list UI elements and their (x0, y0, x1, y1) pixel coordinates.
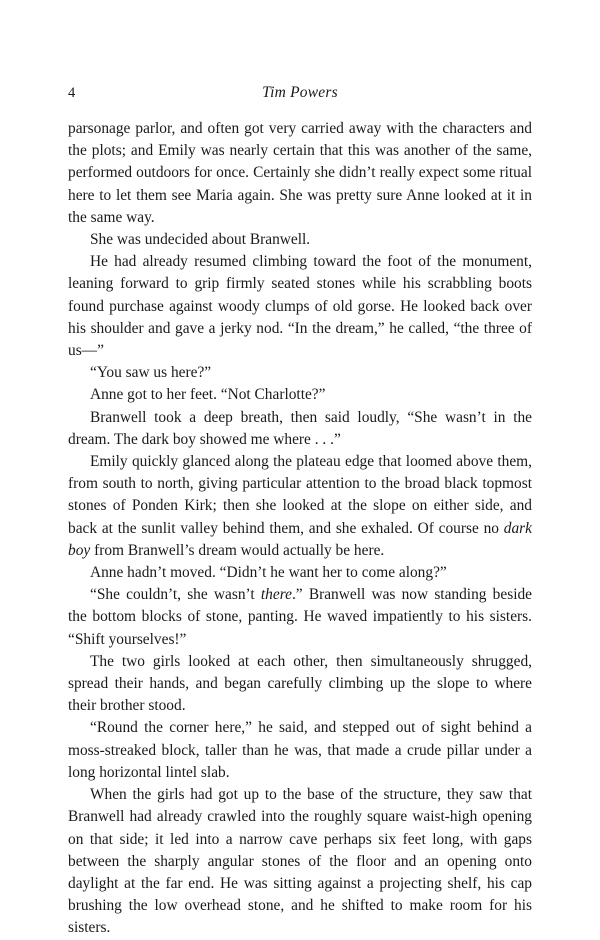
paragraph: “Round the corner here,” he said, and stepped out of sight behind a moss-streaked block, taller than he was, that made a crude pillar under a long horizontal lintel slab. (68, 719, 532, 781)
paragraph: He had already resumed climbing toward the foot of the monument, leaning forward to grip firmly seated stones while his scrabbling boots found purchase against woody clumps of old gorse. He looked back over his shoulder and gave a jerky nod. “In the dream,” he called, “the three of us—” (68, 253, 532, 360)
paragraph: Branwell took a deep breath, then said loudly, “She wasn’t in the dream. The dark boy showed me where . . .” (68, 408, 532, 448)
paragraph: Anne hadn’t moved. “Didn’t he want her to come along?” (90, 564, 447, 582)
paragraph: “You saw us here?” (90, 364, 212, 382)
paragraph: She was undecided about Branwell. (90, 231, 311, 249)
running-head (68, 84, 532, 104)
page-number: 4 (68, 85, 76, 101)
paragraph: “She couldn’t, she wasn’t there.” Branwell was now standing beside the bottom blocks of stone, panting. He waved impatiently to his sisters. “Shift yourselves!” (68, 586, 533, 648)
paragraph: Anne got to her feet. “Not Charlotte?” (90, 386, 326, 404)
body-text (68, 118, 532, 940)
running-head-title: Tim Powers (262, 84, 338, 101)
paragraph: When the girls had got up to the base of the structure, they saw that Branwell had already crawled into the roughly square waist-high opening on that side; it led into a narrow cave perhaps six feet long, with gaps between the sharply angular stones of the floor and an opening onto daylight at the far end. He was sitting against a projecting shelf, his cap brushing the low overhead stone, and he shifted to make room for his sisters. (68, 786, 532, 937)
emphasis-text: there (260, 586, 292, 604)
paragraph: parsonage parlor, and often got very carried away with the characters and the plots; and Emily was nearly certain that this was another of the same, performed outdoors for once. Certainly she didn’t really expect some ritual here to let them see Maria again. She was pretty sure Anne looked at it in the same way. (68, 120, 532, 226)
emphasis-text: dark boy (68, 519, 532, 559)
paragraph: The two girls looked at each other, then simultaneously shrugged, spread their hands, and began carefully climbing up the slope to where their brother stood. (68, 652, 532, 715)
paragraph: Emily quickly glanced along the plateau edge that loomed above them, from south to north, giving particular attention to the broad black topmost stones of Ponden Kirk; then she looked at the slope on either side, and back at the sunlit valley behind them, and she exhaled. Of course no dark boy from Branwell’s dream would actually be here. (68, 453, 532, 559)
